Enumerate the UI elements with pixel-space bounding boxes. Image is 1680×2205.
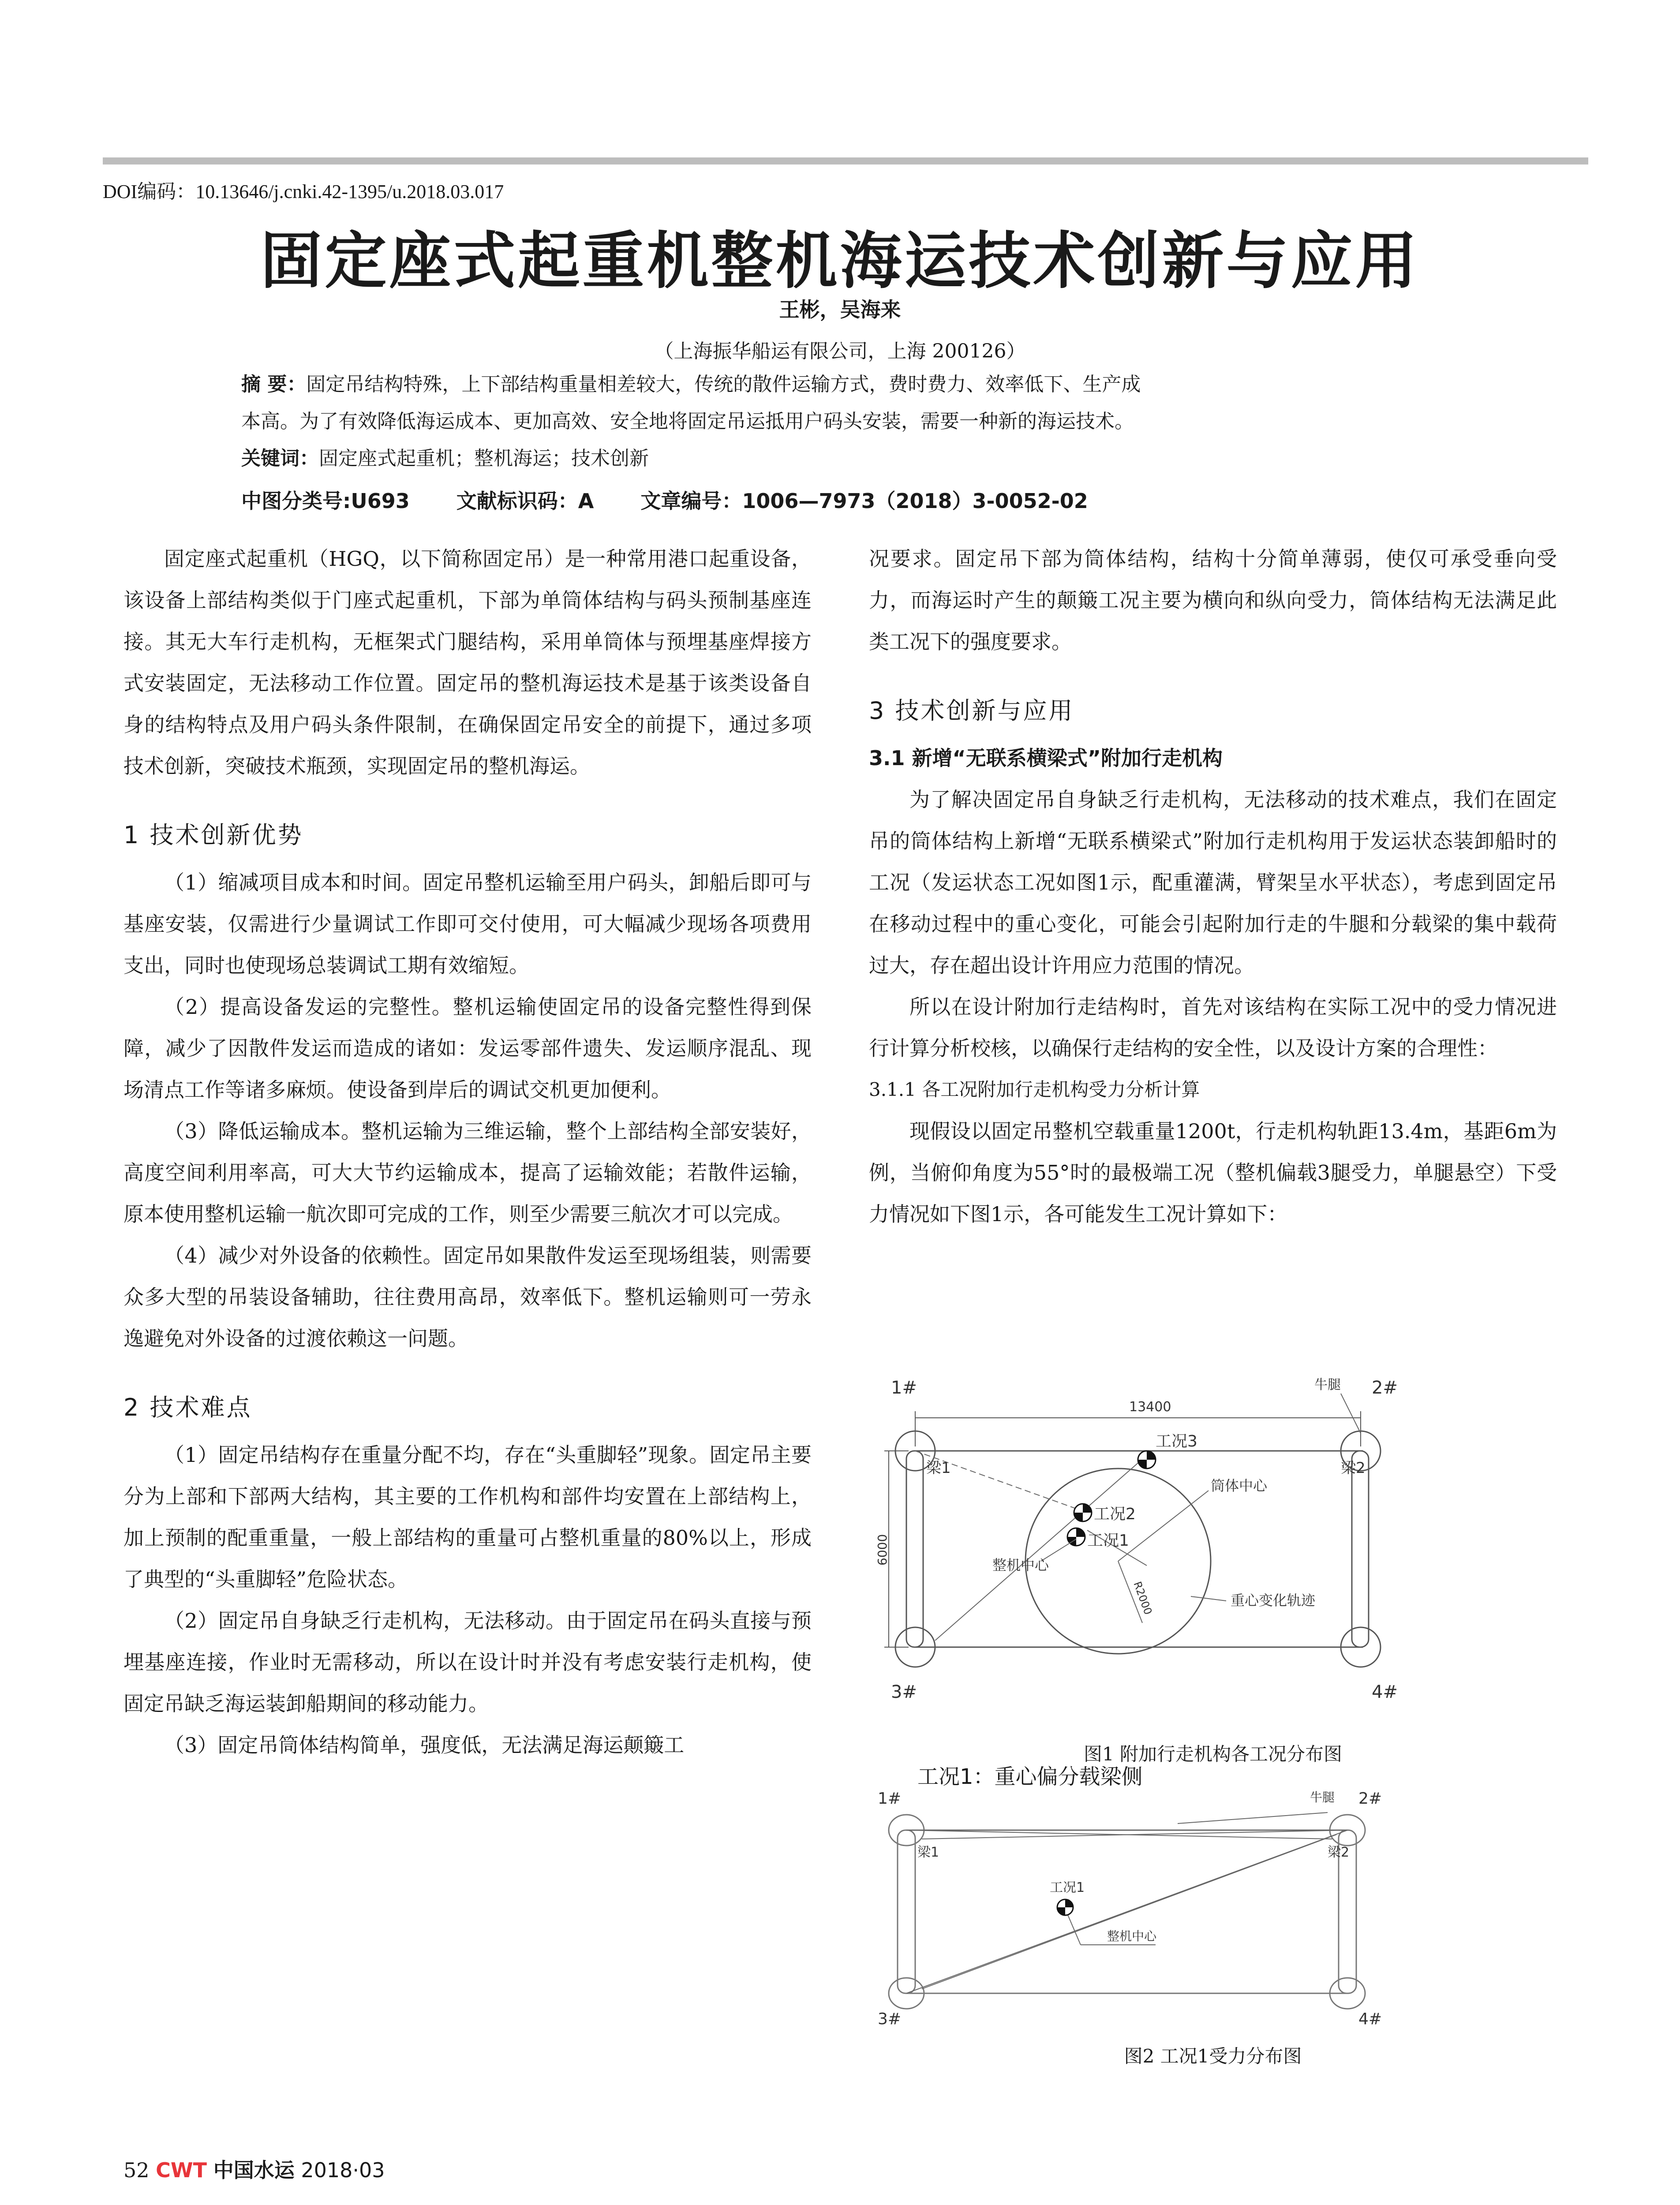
keywords-line bbox=[241, 440, 1432, 477]
fig1-dim-radius: R2000 bbox=[1131, 1580, 1155, 1617]
page-number: 52 bbox=[123, 2158, 150, 2182]
fig1-corner-2: 2# bbox=[1372, 1378, 1398, 1398]
fig2-case-1: 工况1 bbox=[1050, 1880, 1085, 1895]
figure-1-caption: 图1 附加行走机构各工况分布图 bbox=[1083, 1743, 1343, 1765]
s2-paragraph-2: （2）固定吊自身缺乏行走机构，无法移动。由于固定吊在码头直接与预埋基座连接，作业时无需移动，所以在设计时并没有考虑安装行走机构，使固定吊缺乏海运装卸船期间的移动能力。 bbox=[123, 1609, 812, 1715]
s31-paragraph-1: 为了解决固定吊自身缺乏行走机构，无法移动的技术难点，我们在固定吊的筒体结构上新增“无联系横梁式”附加行走机构用于发运状态装卸船时的工况（发运状态工况如图1示，配重灌满，臂架呈水平状态），考虑到固定吊在移动过程中的重心变化，可能会引起附加行走的牛腿和分载梁的集中载荷过大，存在超出设计许用应力范围的情况。 bbox=[869, 788, 1557, 977]
fig1-corner-1: 1# bbox=[891, 1378, 917, 1398]
fig1-dim-left: 6000 bbox=[875, 1534, 890, 1566]
document-code: 文献标识码：A bbox=[456, 489, 594, 513]
fig1-case-1: 工况1 bbox=[1087, 1532, 1129, 1550]
abstract-label: 摘 要： bbox=[241, 373, 307, 396]
fig2-corner-3: 3# bbox=[878, 2010, 902, 2028]
s1-paragraph-2: （2）提高设备发运的完整性。整机运输使固定吊的设备完整性得到保障，减少了因散件发运而造成的诸如：发运零部件遗失、发运顺序混乱、现场清点工作等诸多麻烦。使设备到岸后的调试交机更加便利。 bbox=[123, 995, 812, 1102]
abstract-block bbox=[241, 366, 1432, 477]
fig2-corner-4: 4# bbox=[1358, 2010, 1382, 2028]
keywords-text: 固定座式起重机；整机海运；技术创新 bbox=[319, 447, 649, 470]
fig1-cog-track: 重心变化轨迹 bbox=[1231, 1592, 1316, 1609]
affiliation: （上海振华船运有限公司，上海 200126） bbox=[654, 340, 1026, 363]
fig1-corner-3: 3# bbox=[891, 1682, 917, 1702]
figure-2-diagram bbox=[869, 1782, 1566, 2033]
fig1-machine-center: 整机中心 bbox=[992, 1557, 1049, 1573]
section-3-heading: 3 技术创新与应用 bbox=[869, 697, 1074, 725]
s311-paragraph-1: 现假设以固定吊整机空载重量1200t，行走机构轨距13.4m，基距6m为例，当俯仰角度为55°时的最极端工况（整机偏载3腿受力，单腿悬空）下受力情况如下图1示，各可能发生工况计算如下： bbox=[869, 1119, 1557, 1226]
s2-paragraph-3: （3）固定吊筒体结构简单，强度低，无法满足海运颠簸工 bbox=[164, 1733, 685, 1757]
section-3-1-heading: 3.1 新增“无联系横梁式”附加行走机构 bbox=[869, 746, 1223, 770]
section-3-1-1-heading: 3.1.1 各工况附加行走机构受力分析计算 bbox=[869, 1079, 1200, 1100]
fig1-case-3: 工况3 bbox=[1156, 1432, 1197, 1450]
page-footer bbox=[123, 2154, 385, 2183]
article-number: 文章编号：1006—7973（2018）3-0052-02 bbox=[640, 489, 1088, 513]
fig1-dim-top: 13400 bbox=[1129, 1399, 1171, 1415]
classification-line bbox=[241, 485, 1128, 514]
journal-issue: 2018·03 bbox=[301, 2158, 385, 2182]
s2-paragraph-1: （1）固定吊结构存在重量分配不均，存在“头重脚轻”现象。固定吊主要分为上部和下部两大结构，其主要的工作机构和部件均安置在上部结构上，加上预制的配重重量，一般上部结构的重量可占整机重量的80%以上，形成了典型的“头重脚轻”危险状态。 bbox=[123, 1443, 812, 1591]
fig1-beam-1: 梁1 bbox=[926, 1459, 951, 1477]
fig1-cylinder-center: 筒体中心 bbox=[1211, 1477, 1268, 1494]
fig1-beam-2: 梁2 bbox=[1341, 1459, 1366, 1477]
section-2-heading: 2 技术难点 bbox=[123, 1394, 252, 1421]
fig1-corner-4: 4# bbox=[1372, 1682, 1398, 1702]
paper-title: 固定座式起重机整机海运技术创新与应用 bbox=[260, 225, 1420, 297]
s1-paragraph-3: （3）降低运输成本。整机运输为三维运输，整个上部结构全部安装好，高度空间利用率高，可大大节约运输成本，提高了运输效能；若散件运输，原本使用整机运输一航次即可完成的工作，则至少需要三航次才可以完成。 bbox=[123, 1119, 812, 1226]
fig1-case-2: 工况2 bbox=[1094, 1505, 1136, 1523]
fig2-leg-label: 牛腿 bbox=[1310, 1790, 1335, 1805]
case-1-heading: 工况1：重心偏分载梁侧 bbox=[917, 1764, 1143, 1789]
keywords-label: 关键词： bbox=[241, 447, 319, 470]
authors: 王彬，吴海来 bbox=[779, 298, 901, 321]
abstract-line-2: 本高。为了有效降低海运成本、更加高效、安全地将固定吊运抵用户码头安装，需要一种新的海运技术。 bbox=[241, 410, 1134, 433]
fig2-machine-center: 整机中心 bbox=[1107, 1929, 1157, 1943]
fig1-leg-label: 牛腿 bbox=[1314, 1377, 1341, 1393]
fig2-beam-1: 梁1 bbox=[917, 1845, 939, 1860]
clc-number: 中图分类号:U693 bbox=[241, 489, 410, 513]
abstract-text-1: 固定吊结构特殊，上下部结构重量相差较大，传统的散件运输方式，费时费力、效率低下、生产成 bbox=[306, 373, 1141, 396]
section-1-heading: 1 技术创新优势 bbox=[123, 821, 303, 849]
figure-2-caption: 图2 工况1受力分布图 bbox=[1124, 2045, 1302, 2067]
fig2-corner-2: 2# bbox=[1358, 1790, 1382, 1808]
s31-paragraph-2: 所以在设计附加行走结构时，首先对该结构在实际工况中的受力情况进行计算分析校核，以确保行走结构的安全性，以及设计方案的合理性： bbox=[869, 995, 1557, 1060]
figure-1-diagram bbox=[875, 1358, 1570, 1738]
continued-paragraph: 况要求。固定吊下部为筒体结构，结构十分简单薄弱，使仅可承受垂向受力，而海运时产生的颠簸工况主要为横向和纵向受力，筒体结构无法满足此类工况下的强度要求。 bbox=[869, 547, 1557, 654]
column-left bbox=[123, 538, 812, 1766]
journal-name: 中国水运 bbox=[213, 2158, 295, 2182]
doi-line: DOI编码：10.13646/j.cnki.42-1395/u.2018.03.017 bbox=[103, 181, 504, 202]
intro-paragraph: 固定座式起重机（HGQ，以下简称固定吊）是一种常用港口起重设备，该设备上部结构类似于门座式起重机，下部为单筒体结构与码头预制基座连接。其无大车行走机构，无框架式门腿结构，采用单筒体与预埋基座焊接方式安装固定，无法移动工作位置。固定吊的整机海运技术是基于该类设备自身的结构特点及用户码头条件限制，在确保固定吊安全的前提下，通过多项技术创新，突破技术瓶颈，实现固定吊的整机海运。 bbox=[123, 547, 812, 778]
s1-paragraph-1: （1）缩减项目成本和时间。固定吊整机运输至用户码头，卸船后即可与基座安装，仅需进行少量调试工作即可交付使用，可大幅减少现场各项费用支出，同时也使现场总装调试工期有效缩短。 bbox=[123, 871, 812, 977]
fig2-beam-2: 梁2 bbox=[1328, 1845, 1350, 1860]
column-right bbox=[869, 538, 1557, 1235]
s1-paragraph-4: （4）减少对外设备的依赖性。固定吊如果散件发运至现场组装，则需要众多大型的吊装设备辅助，往往费用高昂，效率低下。整机运输则可一劳永逸避免对外设备的过渡依赖这一问题。 bbox=[123, 1244, 812, 1350]
top-rule bbox=[103, 157, 1588, 164]
abstract-line-1 bbox=[241, 366, 1432, 403]
journal-brand: CWT bbox=[156, 2158, 207, 2182]
fig2-corner-1: 1# bbox=[878, 1790, 902, 1808]
